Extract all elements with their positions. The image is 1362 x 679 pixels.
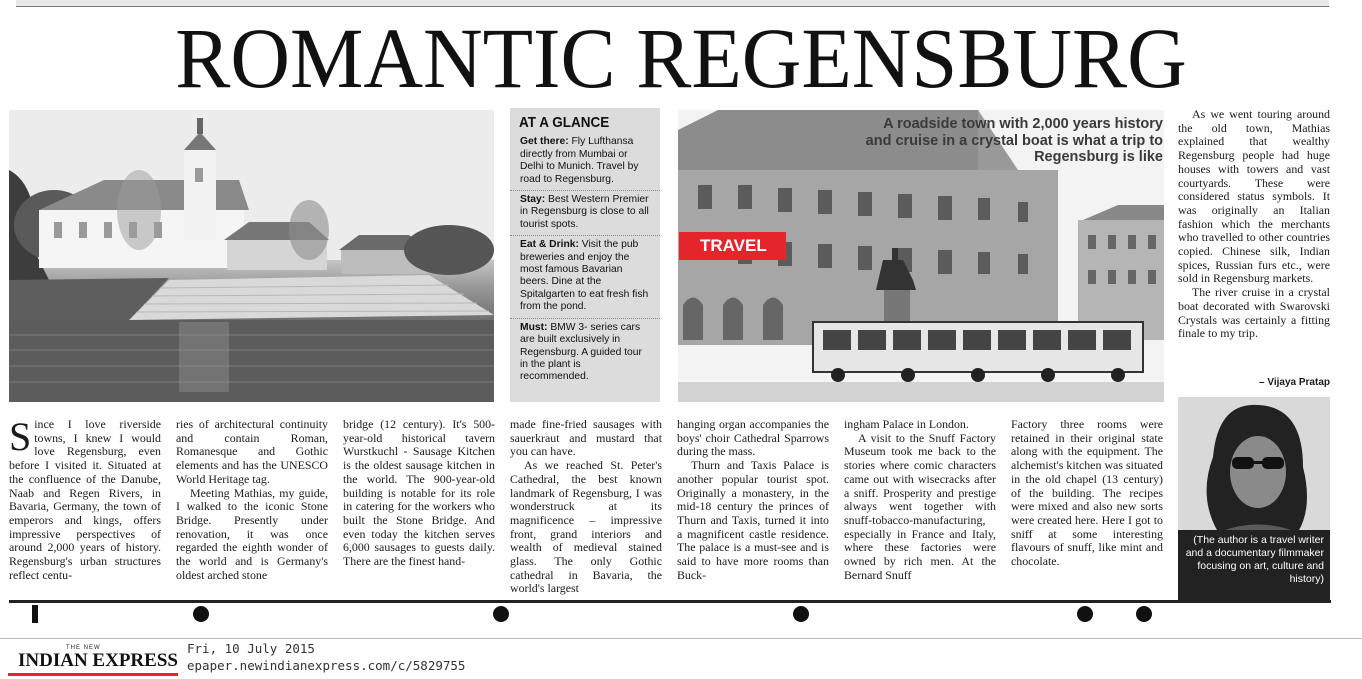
top-strip: [16, 0, 1329, 7]
article-column-3: [343, 418, 495, 569]
article-column-4: [510, 418, 662, 596]
article-deck: A roadside town with 2,000 years history and cruise in a crystal boat is what a trip to Regensburg is like: [865, 116, 1163, 165]
article-paragraph: As we went touring around the old town, Mathias explained that wealthy Regensburg people had huge houses with towers and vast courtyards. These were considered status symbols. It was originally an Italian fashion which the merchants who travelled to other countries copied. Chinese silk, Indian spices, Russian furs etc., were sold in Regensburg markets.: [1178, 107, 1330, 286]
epaper-link[interactable]: epaper.newindianexpress.com/c/5829755: [187, 658, 466, 673]
bullet-dot: [1077, 606, 1093, 622]
glance-item-get-there: [510, 133, 660, 191]
article-paragraph: hanging organ accompanies the boys' choir Cathedral Sparrows during the mass.: [677, 417, 829, 459]
article-paragraph: A visit to the Snuff Factory Museum took me back to the stories where comic characters came out with wisecracks after a sniff. Prosperity and prestige always went together with snuff-tobacco-manufacturing, especially in France and Italy, where these factories were owned by rich men. At the Bernard Snuff: [844, 430, 996, 582]
article-column-1: [9, 414, 161, 582]
section-tag: TRAVEL: [679, 232, 786, 260]
article-column-8: [1178, 108, 1330, 341]
at-a-glance-box: [510, 108, 660, 402]
author-caption: (The author is a travel writer and a documentary filmmaker focusing on art, culture and history): [1178, 530, 1330, 601]
rule-start-marker: [32, 605, 38, 623]
article-paragraph: Factory three rooms were retained in their original state along with the equipment. The alchemist's kitchen was situated in the old chapel (13 century) of the building. The recipes were mixed and also new sorts were created here. Here I got to sniff at some interesting flavours of snuff, like mint and chocolate.: [1011, 417, 1163, 569]
bottom-rule: [9, 600, 1331, 603]
glance-label: Get there:: [520, 136, 569, 148]
glance-item-stay: [510, 191, 660, 236]
glance-item-must: [510, 319, 660, 388]
bullet-dot: [793, 606, 809, 622]
glance-item-eat-drink: [510, 236, 660, 318]
glance-label: Eat & Drink:: [520, 239, 579, 251]
glance-text: Visit the pub breweries and enjoy the most famous Bavarian beers. Dine at the Spitalgarten to eat fresh fish from the pond.: [520, 239, 649, 313]
article-column-7: [1011, 418, 1163, 569]
article-text: ince I love riverside towns, I knew I would love Regensburg, even before I visited it. Situated at the confluence of the Danube, Naab and Regen Rivers, in Bavaria, Germany, the town of emperors and kings, offers impressive perspectives of around 2,000 years of history. Regensburg's urban structures reflect centu-: [9, 417, 161, 582]
glance-label: Must:: [520, 321, 548, 333]
glance-text: BMW 3- series cars are built exclusively in Regensburg. A guided tour in the plant is recommended.: [520, 321, 642, 383]
drop-cap: S: [9, 414, 32, 459]
article-paragraph: Thurn and Taxis Palace is another popular tourist spot. Originally a monastery, in the mid-18 century the princes of Thurn and Taxis, turned it into a magnificent castle residence. The palace is a must-see and is said to have more rooms than Buck-: [677, 458, 829, 582]
article-paragraph: ries of architectural continuity and contain Roman, Romanesque and Gothic elements and has the UNESCO World Heritage tag.: [176, 417, 328, 486]
glance-text: Fly Lufthansa directly from Mumbai or Delhi to Munich. Travel by road to Regensburg.: [520, 136, 639, 185]
article-column-5: [677, 418, 829, 582]
glance-label: Stay:: [520, 194, 546, 206]
page-title: ROMANTIC REGENSBURG: [175, 10, 1187, 106]
article-column-6: [844, 418, 996, 582]
bullet-dot: [493, 606, 509, 622]
byline: – Vijaya Pratap: [1259, 377, 1330, 388]
article-paragraph: ingham Palace in London.: [844, 417, 969, 431]
glance-text: Best Western Premier in Regensburg is close to all tourist spots.: [520, 194, 649, 230]
logo-the-new: THE NEW: [66, 645, 101, 651]
article-column-2: [176, 418, 328, 582]
bullet-dot: [1136, 606, 1152, 622]
bullet-dot: [193, 606, 209, 622]
footer-divider: [0, 638, 1362, 639]
riverside-church-photo: [9, 110, 494, 402]
article-paragraph: Meeting Mathias, my guide, I walked to the iconic Stone Bridge. Presently under renovation, it was once regarded the eighth wonder of the world and is Germany's oldest arched stone: [176, 485, 328, 582]
edition-date: Fri, 10 July 2015: [187, 641, 315, 656]
newspaper-logo: INDIAN EXPRESS: [18, 650, 178, 671]
logo-underline: [8, 673, 178, 676]
at-a-glance-title: AT A GLANCE: [519, 114, 610, 131]
article-paragraph: bridge (12 century). It's 500-year-old historical tavern Wurstkuchl - Sausage Kitchen is the oldest sausage kitchen in the world. The 900-year-old building is notable for its role in catering for the workers who built the Stone Bridge. And even today the kitchen serves 6,000 sausages to guests daily. There are the finest hand-: [343, 417, 495, 569]
article-paragraph: As we reached St. Peter's Cathedral, the best known landmark of Regensburg, I was wonderstruck at its magnificence – impressive front, grand interiors and wealth of medieval stained glass. The only Gothic cathedral in Bavaria, the world's largest: [510, 458, 662, 596]
article-paragraph: The river cruise in a crystal boat decorated with Swarovski Crystals was certainly a fitting finale to my trip.: [1178, 285, 1330, 341]
article-paragraph: made fine-fried sausages with sauerkraut and mustard that you can have.: [510, 417, 662, 459]
